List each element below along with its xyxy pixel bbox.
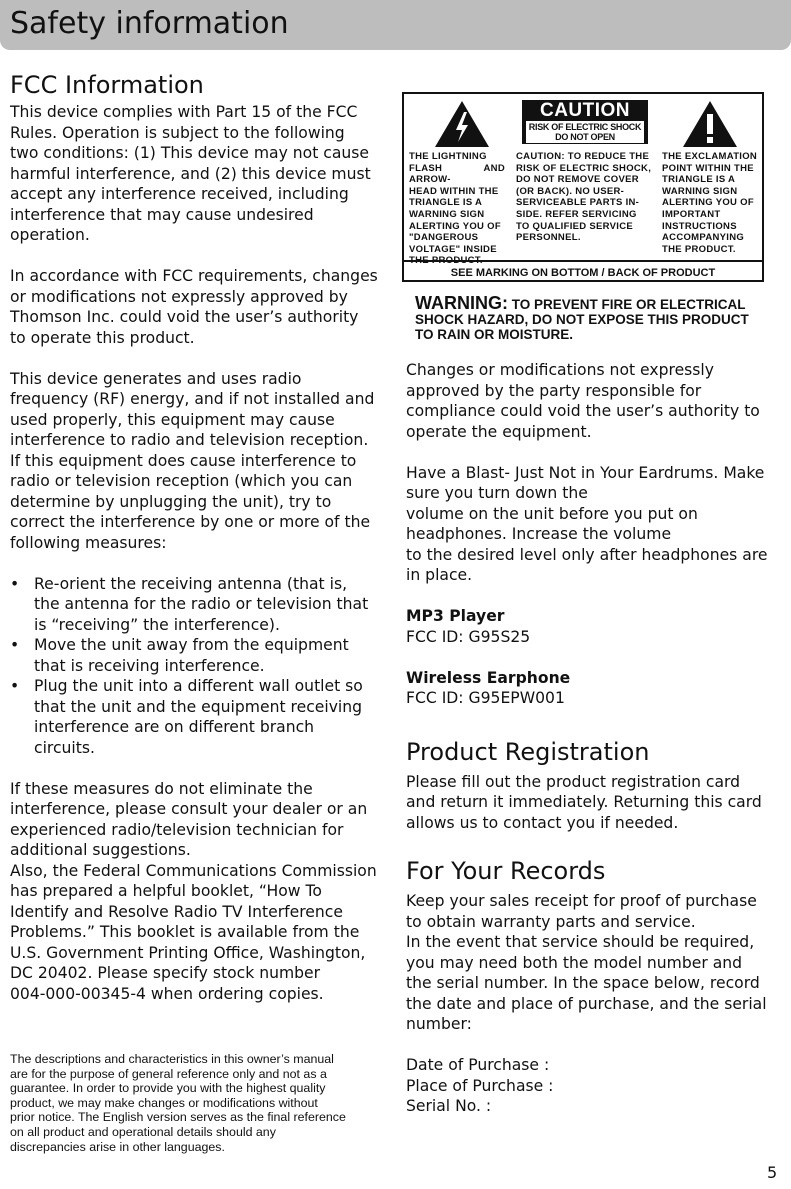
- text-line: that is receiving interference.: [34, 656, 265, 675]
- text-line: The descriptions and characteristics in this owner’s manual: [10, 1052, 334, 1066]
- warning-notice: [415, 293, 775, 342]
- text-line: has prepared a helpful booklet, “How To: [10, 882, 322, 900]
- text-line: operation.: [10, 226, 90, 244]
- text-line: radio or television reception (which you can: [10, 472, 353, 490]
- text-line: "DANGEROUS: [409, 232, 479, 244]
- date-of-purchase-label: Date of Purchase :: [406, 1056, 550, 1074]
- text-line: interference, please consult your dealer or an: [10, 800, 368, 818]
- text-line: headphones. Increase the volume: [406, 525, 672, 543]
- text-line: DO NOT REMOVE COVER: [516, 174, 639, 186]
- mp3-label: MP3 Player: [406, 607, 505, 625]
- text-line: SIDE. REFER SERVICING: [516, 208, 637, 220]
- text-line: Thomson Inc. could void the user’s authority: [10, 308, 359, 326]
- caution-banner: [522, 100, 648, 144]
- text-line: to operate this product.: [10, 328, 195, 347]
- text-line: • Re-orient the receiving antenna (that is,: [34, 574, 348, 593]
- text-line: and return it immediately. Returning this card: [406, 793, 762, 811]
- text-line: the date and place of purchase, and the serial: [406, 994, 767, 1013]
- text-line: (OR BACK). NO USER-: [516, 185, 625, 197]
- text-line: in place.: [406, 566, 473, 584]
- section-header-bar: [0, 0, 791, 50]
- text-line: RISK OF ELECTRIC SHOCK,: [516, 162, 652, 174]
- text-line: prior notice. The English version serves as the final reference: [10, 1110, 346, 1125]
- fcc-para-2: [10, 266, 385, 348]
- text-line: operate the equipment.: [406, 422, 592, 441]
- text-line: guarantee. In order to provide you with the highest quality: [10, 1081, 326, 1096]
- fcc-para-4: [10, 779, 385, 1005]
- records-heading: For Your Records: [406, 857, 606, 885]
- text-line: interference that may cause undesired: [10, 205, 314, 224]
- text-line: HEAD WITHIN THE: [409, 185, 499, 197]
- text-line: TO QUALIFIED SERVICE: [516, 220, 634, 232]
- text-line: THE PRODUCT.: [662, 243, 736, 255]
- earphone-label: Wireless Earphone: [406, 668, 571, 687]
- text-line: In accordance with FCC requirements, changes: [10, 267, 378, 285]
- fcc-heading: FCC Information: [10, 71, 204, 99]
- text-line: used properly, this equipment may cause: [10, 410, 335, 429]
- page-number: 5: [767, 1163, 778, 1182]
- serial-no-label: Serial No. :: [406, 1097, 492, 1115]
- disclaimer: [10, 1052, 385, 1154]
- text-line: Have a Blast- Just Not in Your Eardrums. Make: [406, 463, 765, 482]
- exclamation-triangle-icon: [682, 100, 738, 148]
- text-line: ALERTING YOU OF: [409, 220, 501, 232]
- registration-para: [406, 772, 786, 834]
- text-line: Changes or modifications not expressly: [406, 361, 714, 379]
- text-line: Keep your sales receipt for proof of purchase: [406, 892, 757, 910]
- fcc-para-3: [10, 369, 385, 554]
- text-line: INSTRUCTIONS: [662, 220, 737, 232]
- text-line: WARNING SIGN: [662, 185, 738, 197]
- text-line: THE EXCLAMATION: [662, 151, 758, 162]
- text-line: FLASH AND ARROW-: [409, 162, 505, 186]
- place-of-purchase-label: Place of Purchase :: [406, 1076, 554, 1095]
- left-column: [10, 70, 385, 1004]
- text-line: In the event that service should be required,: [406, 933, 755, 951]
- right-column: [406, 360, 786, 1117]
- warning-line-2: SHOCK HAZARD, DO NOT EXPOSE THIS PRODUCT: [415, 312, 749, 327]
- mp3-fcc-id: FCC ID: G95S25: [406, 627, 531, 646]
- volume-para: [406, 463, 786, 586]
- text-line: you may need both the model number and: [406, 953, 743, 972]
- text-line: Rules. Operation is subject to the following: [10, 123, 345, 142]
- text-line: TRIANGLE IS A: [662, 174, 736, 186]
- text-line: If these measures do not eliminate the: [10, 779, 313, 798]
- text-line: • Plug the unit into a different wall outlet so: [34, 677, 363, 695]
- caution-label-box: [402, 92, 764, 282]
- text-line: circuits.: [34, 738, 95, 757]
- text-line: Also, the Federal Communications Commission: [10, 861, 377, 880]
- text-line: to obtain warranty parts and service.: [406, 912, 696, 931]
- text-line: or modifications not expressly approved by: [10, 287, 348, 306]
- text-line: is “receiving” the interference).: [34, 615, 280, 634]
- caution-middle-text: [516, 151, 654, 244]
- text-line: product, we may make changes or modifications without: [10, 1095, 318, 1110]
- text-line: interference are on different branch: [34, 718, 315, 736]
- text-line: approved by the party responsible for: [406, 381, 702, 400]
- list-item: [10, 676, 385, 758]
- earphone-fcc-id: FCC ID: G95EPW001: [406, 689, 565, 707]
- text-line: Problems.” This booklet is available from the: [10, 923, 360, 941]
- text-line: VOLTAGE" INSIDE: [409, 243, 497, 255]
- text-line: WARNING SIGN: [409, 208, 485, 220]
- section-title: Safety information: [10, 6, 289, 41]
- text-line: THE LIGHTNING: [409, 151, 487, 162]
- caution-sub-line-2: DO NOT OPEN: [555, 132, 615, 142]
- text-line: IMPORTANT: [662, 208, 721, 220]
- text-line: following measures:: [10, 533, 167, 552]
- text-line: Identify and Resolve Radio TV Interference: [10, 902, 343, 921]
- text-line: ACCOMPANYING: [662, 232, 745, 244]
- registration-heading: Product Registration: [406, 737, 650, 766]
- warning-label: WARNING:: [415, 293, 508, 313]
- text-line: discrepancies arise in other languages.: [10, 1139, 225, 1154]
- text-line: CAUTION: TO REDUCE THE: [516, 151, 650, 162]
- text-line: that the unit and the equipment receiving: [34, 697, 363, 716]
- fcc-measures-list: [10, 574, 385, 759]
- text-line: the antenna for the radio or television that: [34, 595, 369, 613]
- text-line: POINT WITHIN THE: [662, 162, 754, 174]
- text-line: sure you turn down the: [406, 484, 588, 502]
- text-line: SERVICEABLE PARTS IN-: [516, 197, 640, 209]
- caution-subtitle: [526, 121, 644, 143]
- warning-line-1: TO PREVENT FIRE OR ELECTRICAL: [511, 297, 746, 312]
- text-line: frequency (RF) energy, and if not installed and: [10, 390, 375, 408]
- text-line: TRIANGLE IS A: [409, 197, 483, 209]
- text-line: interference to radio and television reception.: [10, 431, 369, 449]
- list-item: [10, 635, 385, 676]
- text-line: experienced radio/television technician for: [10, 820, 344, 839]
- caution-title: CAUTION: [539, 100, 631, 121]
- text-line: the serial number. In the space below, record: [406, 974, 760, 992]
- modifications-para: [406, 360, 786, 442]
- caution-bottom-note: SEE MARKING ON BOTTOM / BACK OF PRODUCT: [404, 260, 762, 284]
- text-line: ALERTING YOU OF: [662, 197, 754, 209]
- caution-sub-line-1: RISK OF ELECTRIC SHOCK: [528, 122, 642, 132]
- text-line: correct the interference by one or more of the: [10, 513, 371, 531]
- text-line: THE PRODUCT.: [409, 255, 483, 267]
- text-line: to the desired level only after headphones are: [406, 545, 768, 564]
- text-line: Please fill out the product registration card: [406, 772, 741, 791]
- text-line: number:: [406, 1015, 472, 1033]
- text-line: U.S. Government Printing Office, Washington,: [10, 943, 366, 962]
- fcc-para-1: [10, 102, 385, 246]
- text-line: accept any interference received, including: [10, 185, 349, 203]
- caution-right-text: [662, 151, 758, 255]
- text-line: determine by unplugging the unit), try to: [10, 492, 332, 511]
- text-line: volume on the unit before you put on: [406, 504, 698, 523]
- list-item: [10, 574, 385, 636]
- text-line: • Move the unit away from the equipment: [34, 636, 349, 654]
- text-line: on all product and operational details should any: [10, 1124, 276, 1139]
- text-line: are for the purpose of general reference only and not as a: [10, 1066, 327, 1081]
- text-line: DC 20402. Please specify stock number: [10, 964, 321, 982]
- records-para: [406, 891, 786, 1035]
- text-line: additional suggestions.: [10, 841, 191, 859]
- text-line: This device generates and uses radio: [10, 369, 302, 388]
- text-line: If this equipment does cause interference to: [10, 451, 357, 470]
- lightning-triangle-icon: [434, 100, 490, 148]
- text-line: This device complies with Part 15 of the FCC: [10, 103, 358, 121]
- text-line: allows us to contact you if needed.: [406, 813, 679, 832]
- caution-left-text: [409, 151, 505, 267]
- text-line: 004-000-00345-4 when ordering copies.: [10, 984, 324, 1003]
- text-line: harmful interference, and (2) this device must: [10, 164, 371, 183]
- warning-line-3: TO RAIN OR MOISTURE.: [415, 327, 574, 342]
- text-line: compliance could void the user’s authority to: [406, 402, 760, 420]
- text-line: two conditions: (1) This device may not cause: [10, 144, 369, 162]
- text-line: PERSONNEL.: [516, 232, 581, 244]
